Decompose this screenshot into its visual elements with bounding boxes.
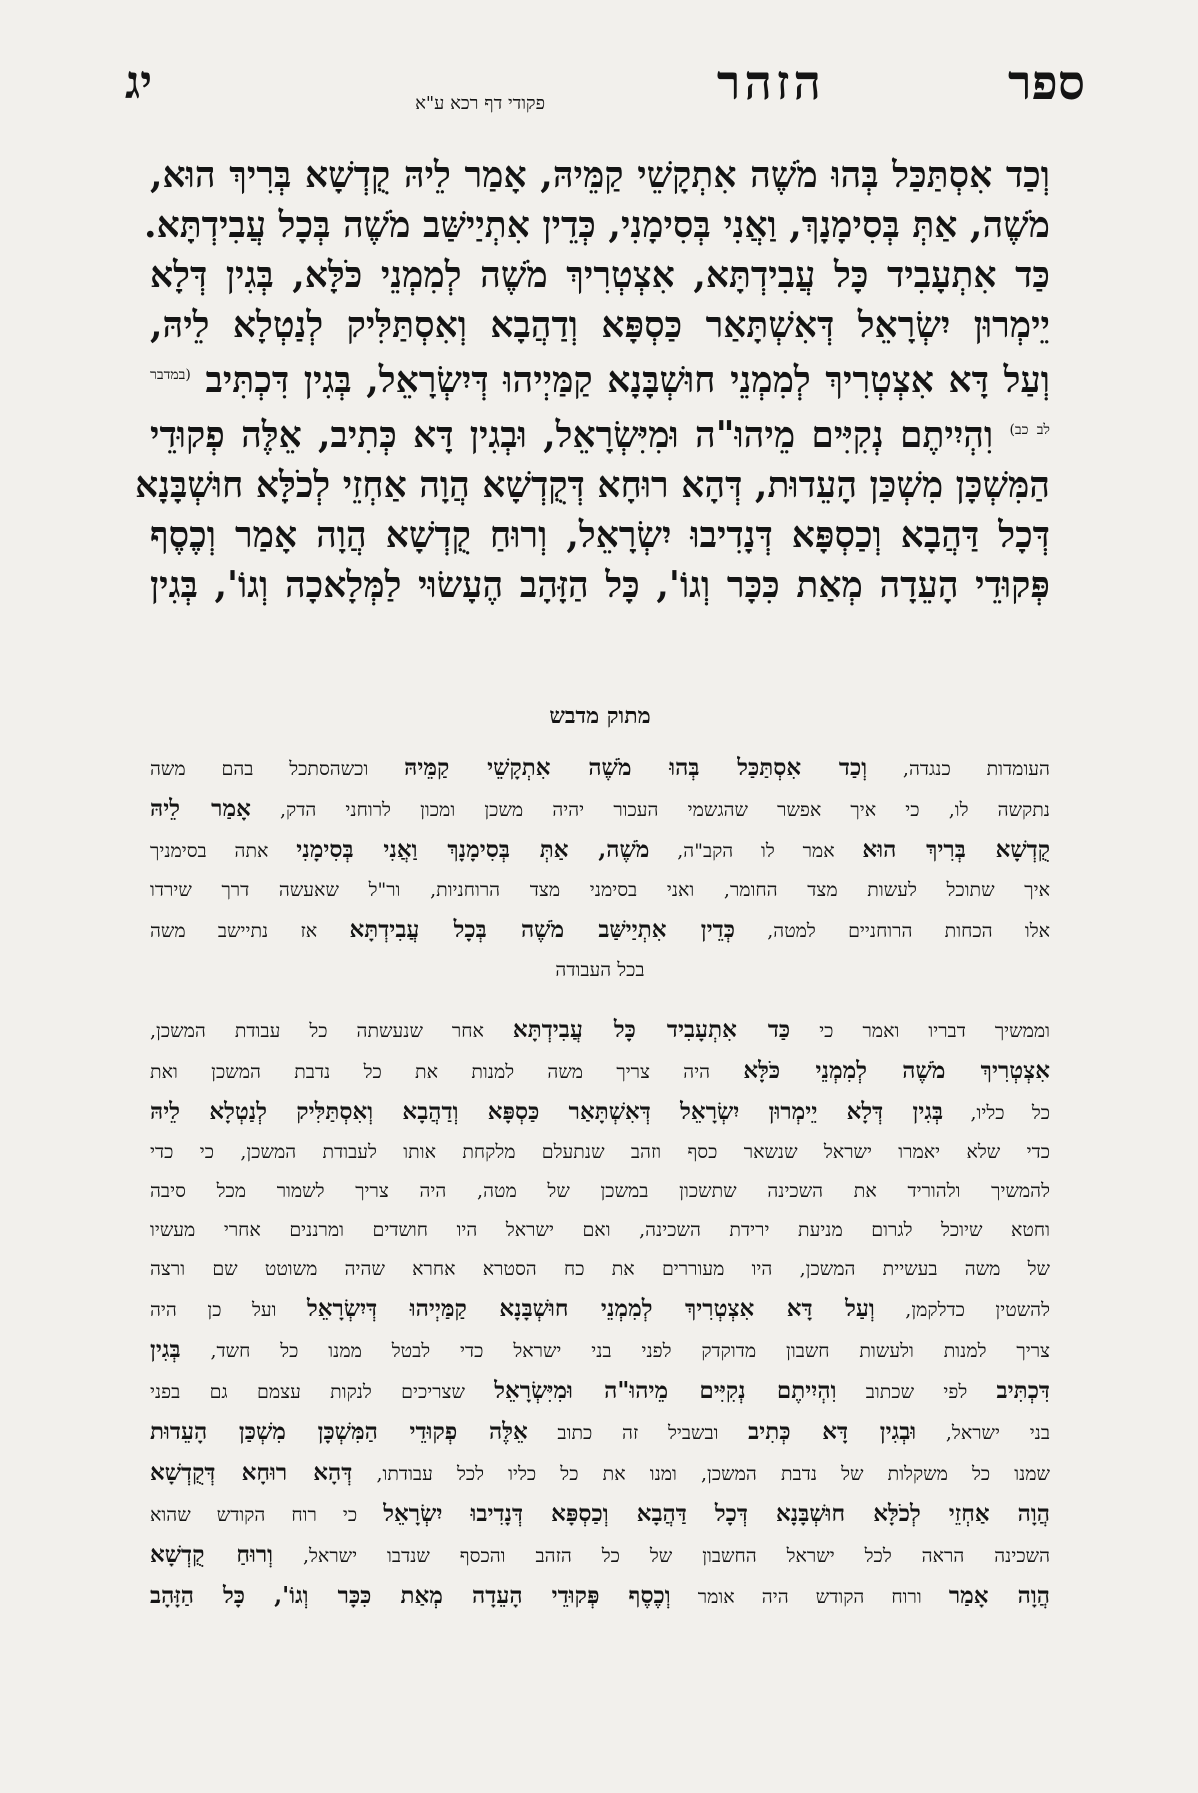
- header-hazohar: הזהר: [716, 55, 825, 111]
- page-number: יג: [125, 55, 153, 109]
- commentary-segment: נתקשה לו, כי איך אפשר שהגשמי העכור יהיה משכן ומכון לרוחני הדק,: [250, 799, 1050, 821]
- commentary-segment: שצריכים לנקות עצמם גם בפני: [150, 1381, 495, 1403]
- main-text-line: פְּקוּדֵי הָעֵדָה מְאַת כִּכָּר וְגוֹ', כָּל הַזָּהָב הֶעָשׂוּי לַמְּלָאכָה וְגוֹ', בְּגִין: [150, 564, 1050, 606]
- commentary-segment: ורוח הקודש היה אומר: [670, 1586, 949, 1608]
- zohar-quote: וְכַד אִסְתַּכַּל בְּהוּ מֹשֶׁה אִתְקָשֵׁי קַמֵּיהּ: [404, 754, 868, 781]
- main-text-line: דְּכָל דַּהֲבָא וְכַסְפָּא דְּנָדִיבוּ יִשְׂרָאֵל, וְרוּחַ קֻדְשָׁא הֲוָה אָמַר וְכֶסֶף: [150, 514, 1050, 556]
- commentary-segment: אחר שנעשתה כל עבודת המשכן,: [150, 1020, 513, 1042]
- zohar-quote: דִּכְתִּיב: [996, 1377, 1050, 1404]
- zohar-quote: אִצְטְרִיךְ מֹשֶׁה לְמִמְנֵי כֹּלָּא: [743, 1057, 1050, 1084]
- commentary-segment: איך שתוכל לעשות מצד החומר, ואני בסימני מצד הרוחניות, ור"ל שאעשה דרך שירדו: [150, 879, 1050, 901]
- zohar-quote: וְרוּחַ קֻדְשָׁא: [150, 1541, 274, 1568]
- commentary-line: [150, 1051, 1050, 1092]
- commentary-segment: וכשהסתכל בהם משה: [150, 758, 405, 780]
- commentary-line: [150, 748, 1050, 789]
- reference-note: לב כב): [1009, 422, 1050, 438]
- commentary-segment: לפי שכתוב: [836, 1381, 997, 1403]
- commentary-line: [150, 1289, 1050, 1330]
- commentary-segment: וחטא שיוכל לגרום מניעת ירידת השכינה, ואם ישראל היו חושדים ומרננים אחרי מעשיו: [150, 1219, 1050, 1241]
- commentary-line: [150, 1371, 1050, 1412]
- header-sefer: ספר: [1008, 55, 1085, 111]
- main-text-line: [150, 350, 1050, 405]
- main-text-line: כַּד אִתְעָבִיד כָּל עֲבִידְתָּא, אִצְטְרִיךְ מֹשֶׁה לְמִמְנֵי כֹּלָּא, בְּגִין דְּלָא: [150, 254, 1050, 296]
- commentary-segment: אלו הכחות הרוחניים למטה,: [734, 920, 1050, 942]
- zohar-quote: מֹשֶׁה, אַתְּ בְּסִימָנָךְ וַאֲנִי בְּסִימָנִי: [296, 836, 650, 863]
- commentary-segment: ועל כן היה: [150, 1299, 308, 1321]
- commentary-segment: אתה בסימניך: [150, 840, 297, 862]
- commentary-line: [150, 910, 1050, 951]
- paragraph-spacer: [150, 990, 1050, 1010]
- commentary-line: [150, 1172, 1050, 1211]
- commentary-line: [150, 1576, 1050, 1617]
- commentary-segment: להשטין כדלקמן,: [874, 1299, 1050, 1321]
- commentary-segment: להמשיך ולהוריד את השכינה שתשכון במשכן של מטה, היה צריך לשמור מכל סיבה: [150, 1180, 1050, 1202]
- commentary-segment: כדי שלא יאמרו ישראל שנשאר כסף וזהב שנתעלם מלקחת אותו לעבודת המשכן, כי כדי: [150, 1141, 1050, 1163]
- zohar-main-text: [135, 150, 1050, 610]
- zohar-quote: וִהְיִיתֶם נְקִיִּים מֵיהוּ"ה וּמִיִּשְׂרָאֵל: [494, 1377, 837, 1404]
- commentary-segment: אז נתיישב משה: [150, 920, 350, 942]
- commentary-line: [150, 1330, 1050, 1371]
- main-text-line: מֹשֶׁה, אַתְּ בְּסִימָנָךְ, וַאֲנִי בְּסִימָנִי, כְּדֵין אִתְיַישַּׁב מֹשֶׁה בְּכָל עֲבִידְתָּא.: [144, 204, 1050, 246]
- zohar-quote: כַּד אִתְעָבִיד כָּל עֲבִידְתָּא: [512, 1016, 791, 1043]
- commentary-line: [150, 1453, 1050, 1494]
- header-page-ref: פקודי דף רכא ע"א: [415, 93, 545, 114]
- commentary-text: [150, 748, 1050, 1617]
- zohar-quote: אָמַר לֵיהּ: [150, 795, 251, 822]
- commentary-line: [150, 951, 1050, 990]
- zohar-quote: קֻדְשָׁא בְּרִיךְ הוּא: [862, 836, 1050, 863]
- commentary-line: [150, 871, 1050, 910]
- commentary-line: [150, 1092, 1050, 1133]
- main-text-segment: וִהְיִיתֶם נְקִיִּים מֵיהוּ"ה וּמִיִּשְׂרָאֵל, וּבְגִין דָּא כְּתִיב, אֵלֶּה פְקוּדֵי: [150, 414, 994, 456]
- zohar-quote: הֲוָה אָמַר: [948, 1582, 1050, 1609]
- zohar-quote: וְכֶסֶף פְּקוּדֵי הָעֵדָה מְאַת כִּכָּר וְגוֹ', כָּל הַזָּהָב: [150, 1582, 671, 1609]
- zohar-quote: כְּדֵין אִתְיַישַּׁב מֹשֶׁה בְּכָל עֲבִידְתָּא: [349, 916, 735, 943]
- commentary-segment: ובשביל זה כתוב: [527, 1422, 749, 1444]
- zohar-quote: בְּגִין: [150, 1336, 181, 1363]
- zohar-quote: וּבְגִין דָּא כְּתִיב: [748, 1418, 917, 1445]
- zohar-quote: וְעַל דָּא אִצְטְרִיךְ לְמִמְנֵי חוּשְׁבָּנָא קַמַּיְיהוּ דְּיִשְׂרָאֵל: [307, 1295, 875, 1322]
- commentary-line: [150, 1010, 1050, 1051]
- commentary-segment: אמר לו הקב"ה,: [649, 840, 863, 862]
- commentary-segment: כי רוח הקודש שהוא: [150, 1504, 384, 1526]
- main-text-line: [150, 405, 1050, 460]
- commentary-line: [150, 1250, 1050, 1289]
- zohar-quote: דְּהָא רוּחָא דְּקֻדְשָׁא: [150, 1459, 353, 1486]
- main-text-line: יֵימְרוּן יִשְׂרָאֵל דְּאִשְׁתָּאַר כַּסְפָּא וְדַהֲבָא וְאִסְתַּלִּיק לְנַטְלָא לֵיהּ,: [150, 304, 1050, 346]
- commentary-segment: השכינה הראה לכל ישראל החשבון של כל הזהב והכסף שנדבו ישראל,: [273, 1545, 1050, 1567]
- commentary-segment: צריך למנות ולעשות חשבון מדוקדק לפני בני ישראל כדי לבטל ממנו כל חשד,: [180, 1340, 1050, 1362]
- commentary-line: [150, 1494, 1050, 1535]
- commentary-segment: בכל העבודה: [555, 959, 645, 981]
- commentary-segment: שמנו כל משקלות של נדבת המשכן, ומנו את כל כליו לכל עבודתו,: [352, 1463, 1051, 1485]
- commentary-line: [150, 1535, 1050, 1576]
- commentary-segment: העומדות כנגדה,: [867, 758, 1050, 780]
- commentary-line: [150, 1412, 1050, 1453]
- commentary-line: [150, 789, 1050, 830]
- commentary-segment: בני ישראל,: [916, 1422, 1051, 1444]
- commentary-segment: היה צריך משה למנות את כל נדבת המשכן ואת: [150, 1061, 744, 1083]
- main-text-line: וְכַד אִסְתַּכַּל בְּהוּ מֹשֶׁה אִתְקָשֵׁי קַמֵּיהּ, אָמַר לֵיהּ קֻדְשָׁא בְּרִיךְ הוּא,: [150, 154, 1050, 196]
- commentary-title: מתוק מדבש: [549, 703, 651, 729]
- main-text-line: הַמִּשְׁכָּן מִשְׁכַּן הָעֵדוּת, דְּהָא רוּחָא דְּקֻדְשָׁא הֲוָה אַחְזֵי לְכֹלָּא חוּשְׁבָּנָא: [135, 464, 1050, 506]
- reference-note: (במדבר: [150, 367, 191, 383]
- commentary-line: [150, 830, 1050, 871]
- page-header: [125, 55, 1085, 125]
- zohar-quote: הֲוָה אַחְזֵי לְכֹלָּא חוּשְׁבָּנָא דְּכָל דַּהֲבָא וְכַסְפָּא דְּנָדִיבוּ יִשְׂרָאֵל: [383, 1500, 1051, 1527]
- commentary-segment: וממשיך דבריו ואמר כי: [790, 1020, 1050, 1042]
- main-text-segment: וְעַל דָּא אִצְטְרִיךְ לְמִמְנֵי חוּשְׁבָּנָא קַמַּיְיהוּ דְּיִשְׂרָאֵל, בְּגִין דִּכְתִּיב: [205, 359, 1050, 401]
- zohar-quote: בְּגִין דְּלָא יֵימְרוּן יִשְׂרָאֵל דְּאִשְׁתָּאַר כַּסְפָּא וְדַהֲבָא וְאִסְתַּלִּיק לְנַטְלָא לֵיהּ: [150, 1098, 944, 1125]
- zohar-quote: אֵלֶּה פְקוּדֵי הַמִּשְׁכָּן מִשְׁכַּן הָעֵדוּת: [150, 1418, 528, 1445]
- commentary-segment: כל כליו,: [943, 1102, 1051, 1124]
- commentary-segment: של משה בעשיית המשכן, היו מעוררים את כח הסטרא אחרא שהיה משוטט שם ורצה: [150, 1258, 1050, 1280]
- commentary-line: [150, 1211, 1050, 1250]
- commentary-line: [150, 1133, 1050, 1172]
